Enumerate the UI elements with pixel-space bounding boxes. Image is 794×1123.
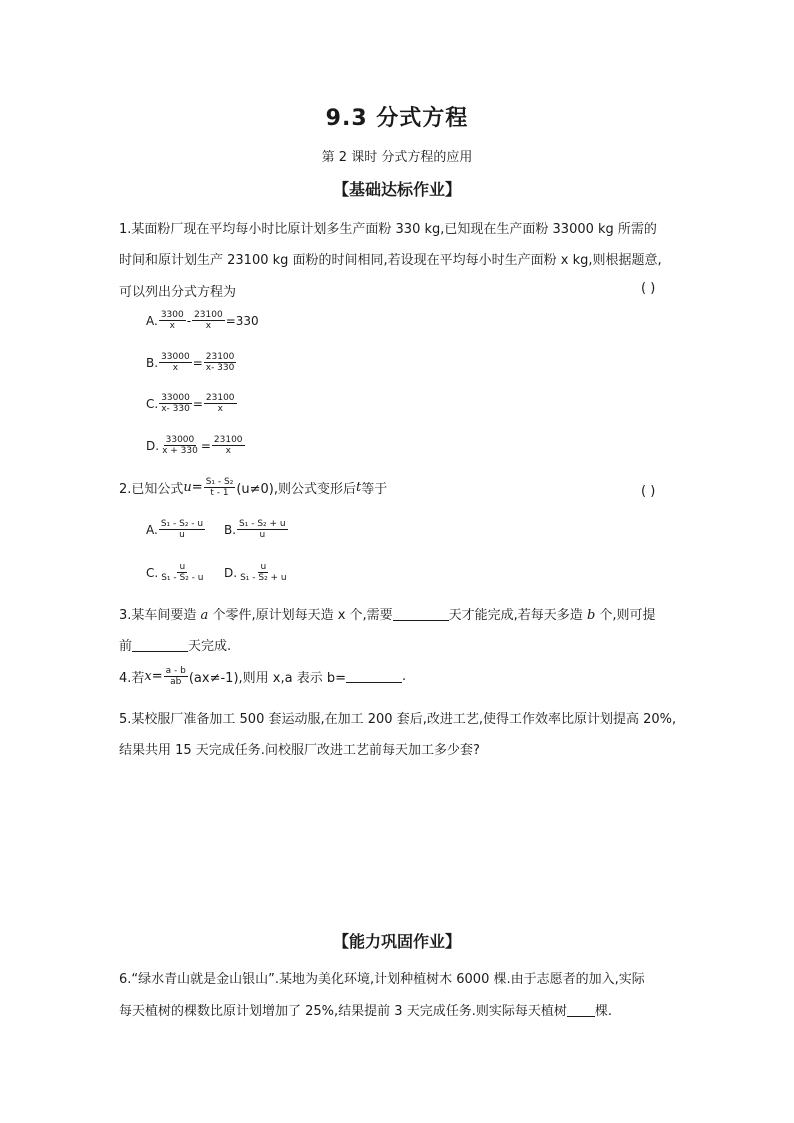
fraction: $\frac{23100}{x}$ (194, 310, 223, 332)
q1-option-d: D. $\frac{33000}{x + 330}$ = $\frac{23100}{x}$ (146, 435, 243, 457)
q2-option-b: B. $\frac{\text{S₁ - S₂ + u}}{u}$ (224, 519, 286, 541)
q2-option-d: D. $\frac{u}{\text{S₁ - S₂ + u}}$ (224, 562, 287, 584)
fraction: $\frac{23100}{x}$ (205, 393, 235, 415)
q6-line-2: 每天植树的棵数比原计划增加了 25%,结果提前 3 天完成任务.则实际每天植树 棵. (119, 1004, 612, 1019)
q1-line-2: 时间和原计划生产 23100 kg 面粉的时间相同,若设现在平均每小时生产面粉 x kg,则根据题意, (119, 253, 662, 268)
fraction: $\frac{23100}{x}$ (213, 435, 243, 457)
q6-line-1: 6.“绿水青山就是金山银山”.某地为美化环境,计划种植树木 6000 棵.由于志愿者的加入,实际 (119, 972, 645, 987)
fraction: $\frac{23100}{x- 330}$ (205, 352, 235, 374)
answer-blank[interactable] (393, 608, 449, 621)
q4-stem: 4.若 x = $\frac{a - b}{ab}$ (ax≠-1),则用 x,a 表示 b= . (119, 666, 407, 688)
section-basic-title: 【基础达标作业】 (332, 180, 461, 199)
q5-line-2: 结果共用 15 天完成任务.问校服厂改进工艺前每天加工多少套? (119, 743, 480, 758)
fraction: $\frac{u}{\text{S₁ - S₂ - u}}$ (161, 562, 204, 584)
fraction: $\frac{\text{S₁ - S₂ - u}}{u}$ (160, 519, 204, 541)
page-subtitle: 第 2 课时 分式方程的应用 (321, 150, 473, 165)
q3-line-2: 前 天完成. (119, 639, 232, 654)
fraction: $\frac{u}{\text{S₁ - S₂ + u}}$ (240, 562, 287, 584)
q1-line-3: 可以列出分式方程为 (119, 285, 237, 300)
q2-answer-paren: ( ) (641, 484, 656, 499)
fraction: $\frac{33000}{x}$ (161, 352, 190, 374)
q2-option-c: C. $\frac{u}{\text{S₁ - S₂ - u}}$ (146, 562, 204, 584)
answer-blank[interactable] (346, 670, 402, 683)
q2-stem: 2.已知公式 u = $\frac{\text{S₁ - S₂}}{t - 1}$ (u≠0),则公式变形后 t 等于 (119, 477, 388, 499)
q1-line-1: 1.某面粉厂现在平均每小时比原计划多生产面粉 330 kg,已知现在生产面粉 33000 kg 所需的 (119, 222, 657, 237)
fraction: $\frac{33000}{x + 330}$ (162, 435, 198, 457)
q1-answer-paren: ( ) (641, 281, 656, 296)
answer-blank[interactable] (132, 639, 188, 652)
fraction: $\frac{3300}{x}$ (160, 310, 184, 332)
q2-option-a: A. $\frac{\text{S₁ - S₂ - u}}{u}$ (146, 519, 204, 541)
q5-line-1: 5.某校服厂准备加工 500 套运动服,在加工 200 套后,改进工艺,使得工作效率比原计划提高 20%, (119, 712, 677, 727)
page-title: 9.3 分式方程 (325, 106, 469, 131)
q1-option-c: C. $\frac{33000}{x- 330}$ = $\frac{23100}{x}$ (146, 393, 235, 415)
fraction: $\frac{a - b}{ab}$ (165, 666, 186, 688)
q3-line-1: 3.某车间要造 a 个零件,原计划每天造 x 个,需要 天才能完成,若每天多造 b 个,则可提 (119, 608, 656, 623)
section-ability-title: 【能力巩固作业】 (332, 932, 461, 951)
fraction: $\frac{33000}{x- 330}$ (161, 393, 190, 415)
fraction: $\frac{\text{S₁ - S₂}}{t - 1}$ (205, 477, 234, 499)
fraction: $\frac{\text{S₁ - S₂ + u}}{u}$ (239, 519, 286, 541)
answer-blank[interactable] (567, 1004, 595, 1017)
q1-option-a: A. $\frac{3300}{x}$ - $\frac{23100}{x}$ =330 (146, 310, 259, 332)
q1-option-b: B. $\frac{33000}{x}$ = $\frac{23100}{x- 330}$ (146, 352, 235, 374)
